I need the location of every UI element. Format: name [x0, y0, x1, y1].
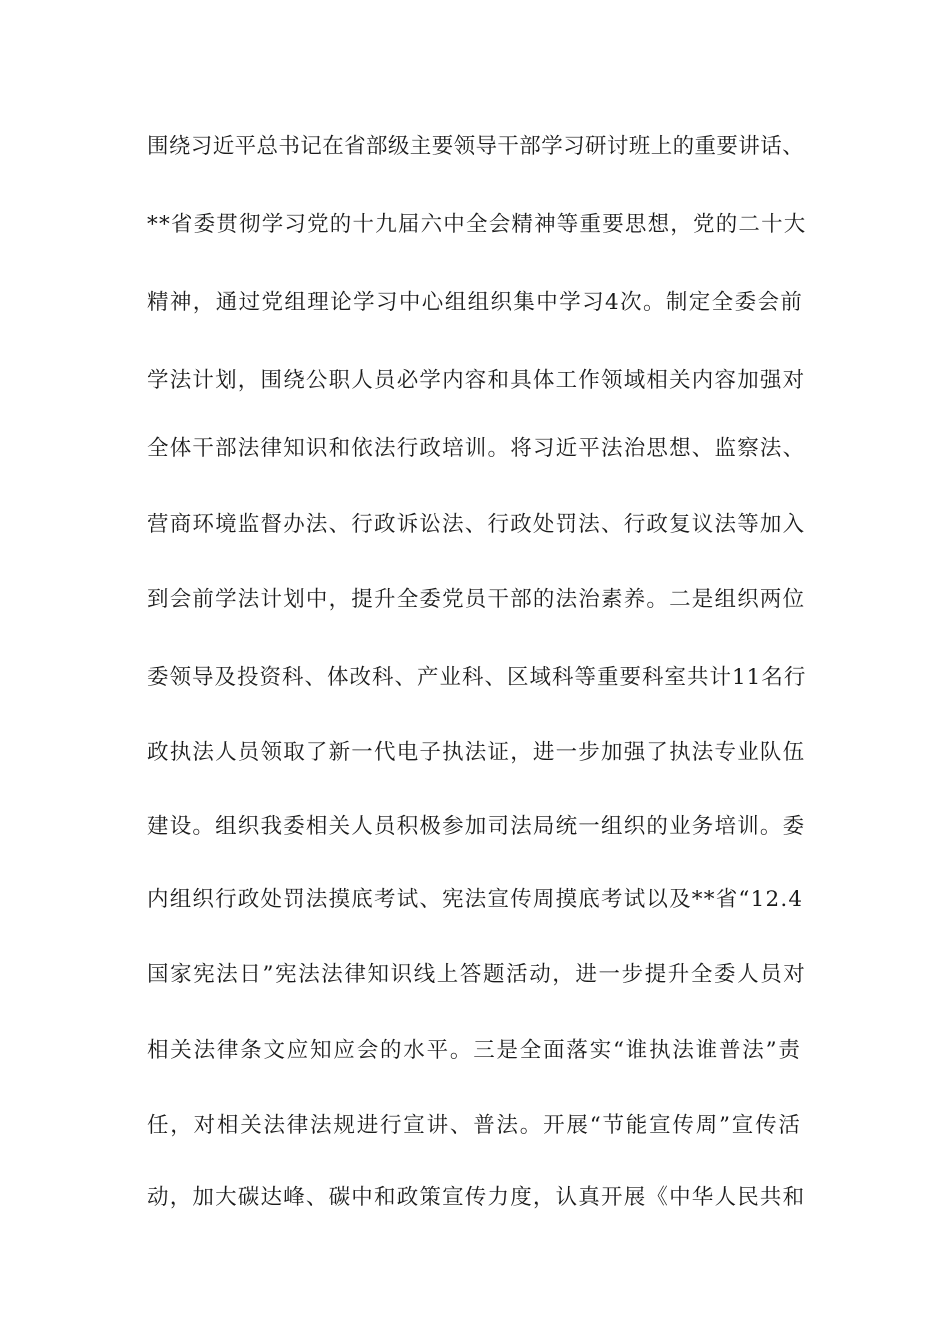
paragraph-line: 全体干部法律知识和依法行政培训。将习近平法治思想、监察法、: [147, 436, 806, 461]
paragraph-line: 任，对相关法律法规进行宣讲、普法。开展“节能宣传周”宣传活: [147, 1113, 802, 1138]
paragraph-line: 到会前学法计划中，提升全委党员干部的法治素养。二是组织两位: [147, 587, 806, 612]
paragraph-line: 委领导及投资科、体改科、产业科、区域科等重要科室共计11名行: [147, 665, 807, 690]
paragraph-line: 政执法人员领取了新一代电子执法证，进一步加强了执法专业队伍: [147, 740, 806, 765]
paragraph-line: **省委贯彻学习党的十九届六中全会精神等重要思想，党的二十大: [147, 212, 807, 237]
paragraph-line: 动，加大碳达峰、碳中和政策宣传力度，认真开展《中华人民共和: [147, 1185, 806, 1210]
paragraph-line: 营商环境监督办法、行政诉讼法、行政处罚法、行政复议法等加入: [147, 512, 806, 537]
paragraph-line: 学法计划，围绕公职人员必学内容和具体工作领域相关内容加强对: [147, 368, 806, 393]
paragraph-line: 内组织行政处罚法摸底考试、宪法宣传周摸底考试以及**省“12.4: [147, 887, 804, 912]
paragraph-line: 围绕习近平总书记在省部级主要领导干部学习研讨班上的重要讲话、: [147, 134, 805, 159]
paragraph-line: 相关法律条文应知应会的水平。三是全面落实“谁执法谁普法”责: [147, 1038, 802, 1063]
paragraph-line: 建设。组织我委相关人员积极参加司法局统一组织的业务培训。委: [147, 814, 806, 839]
paragraph-line: 精神，通过党组理论学习中心组组织集中学习4次。制定全委会前: [147, 290, 804, 315]
paragraph-line: 国家宪法日”宪法法律知识线上答题活动，进一步提升全委人员对: [147, 962, 807, 987]
